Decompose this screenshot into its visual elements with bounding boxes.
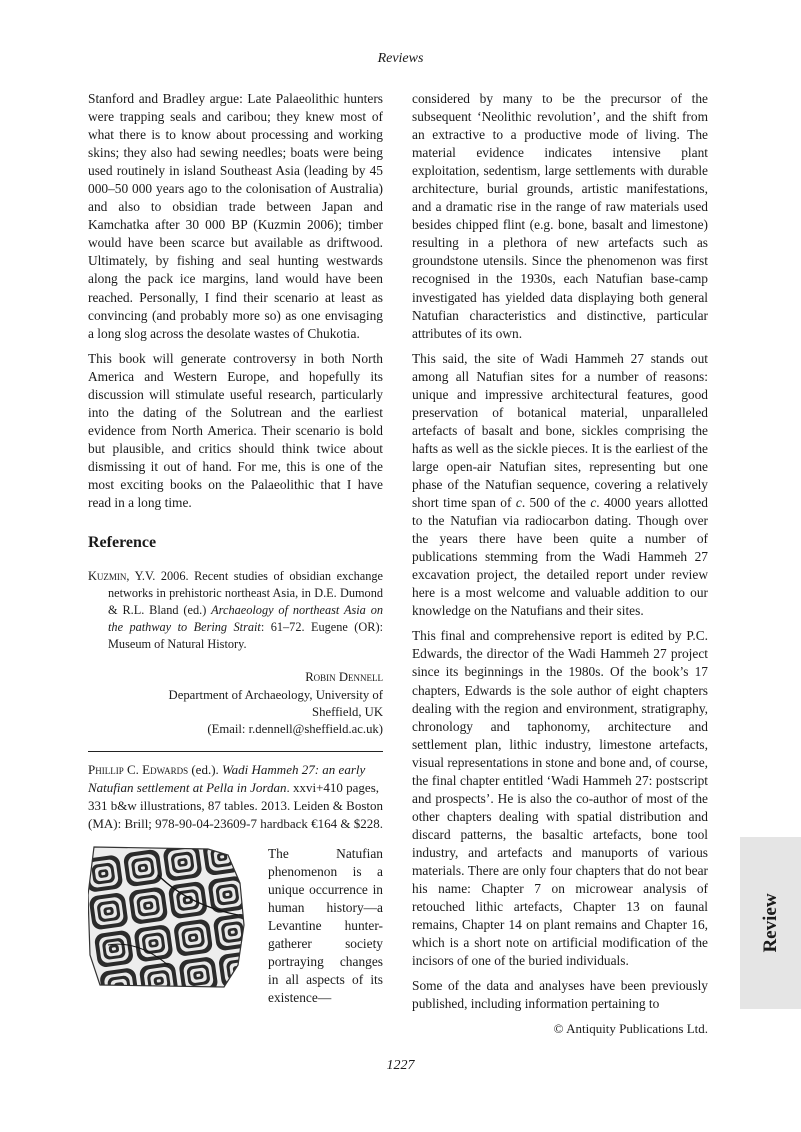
reference-text-b: : 61–72. Eugene (OR): Museum of Natural History. — [108, 620, 383, 652]
right-paragraph-2-b: . 500 of the — [521, 495, 591, 511]
right-paragraph-2-a: This said, the site of Wadi Hammeh 27 stands out among all Natufian sites for a number of reasons: unique and impressive architectural features, good preservation of botanical material, unparalleled artefacts of basalt and bone, sickles comprising the hafts as well as the sickle pieces. It is the earliest of the large open-air Natufian sites, representing but one phase of the Natufian sequence, covering a relatively short time span of — [412, 350, 708, 511]
figure-engraved-slab — [88, 845, 248, 989]
circa-2: c — [590, 495, 597, 511]
book-author: Phillip C. Edwards — [88, 761, 189, 777]
reviewer-email: (Email: r.dennell@sheffield.ac.uk) — [207, 722, 383, 737]
reviewer-name: Robin Dennell — [305, 670, 383, 685]
left-column — [88, 90, 383, 1007]
right-paragraph-2-c: . 4000 years allotted to the Natufian via radiocarbon dating. Though over the years there have been quite a number of publications stemming from the Wadi Hammeh 27 excavation project, the detailed report under review here is a most welcome and valuable addition to our knowledge on the Natufians and their sites. — [412, 495, 708, 619]
book-title: Wadi Hammeh 27: an early Natufian settlement at Pella in Jordan — [88, 761, 366, 795]
left-paragraph-2: This book will generate controversy in both North America and Western Europe, and hopefully its discussion will stimulate useful research, particularly into the dating of the Solutrean and the earliest evidence from North America. Their scenario is bold but plausible, and critics should think twice about dismissing it out of hand. For me, this is one of the most exciting books on the Palaeolithic that I have read in a long time. — [88, 350, 383, 511]
review-side-tab-label: Review — [759, 893, 781, 953]
circa-1: c — [515, 495, 522, 511]
copyright-notice: © Antiquity Publications Ltd. — [553, 1021, 708, 1036]
book-details: . xxvi+410 pages, 331 b&w illustrations, 87 tables. 2013. Leiden & Boston (MA): Brill; 978-90-04-23609-7 hardback €164 & $228. — [88, 779, 384, 831]
book-citation — [88, 761, 383, 833]
right-paragraph-4: Some of the data and analyses have been previously published, including information pertaining to — [412, 978, 708, 1012]
reference-author: Kuzmin — [88, 569, 127, 584]
page-number: 1227 — [386, 1058, 415, 1073]
figure-row — [88, 845, 383, 1007]
book-ed: (ed.). — [188, 761, 223, 777]
running-header: Reviews — [377, 51, 424, 66]
right-column — [412, 90, 708, 1020]
right-paragraph-2 — [412, 350, 708, 621]
left-paragraph-1: Stanford and Bradley argue: Late Palaeolithic hunters were trapping seals and caribou; they knew most of what there is to know about processing and working skins; they also had sewing needles; boats were being used routinely in island Southeast Asia (leading by 45 000–50 000 years ago to the colonisation of Australia) and also to obsidian trade between Japan and Kamchatka after 30 000 BP (Kuzmin 2006); timber would have been scarce but available as driftwood. Ultimately, by fishing and seal hunting westwards along the pack ice margins, land would have been reached. Personally, I find their scenario at least as convincing (and probably more so) as one envisaging a long slog across the desolate wastes of Chukotia. — [88, 91, 383, 341]
reviewer-affiliation-2: Sheffield, UK — [312, 704, 383, 719]
section-divider — [88, 751, 383, 752]
reference-entry — [88, 568, 383, 653]
reviewer-signature — [88, 669, 383, 739]
reviewer-affiliation-1: Department of Archaeology, University of — [168, 687, 383, 702]
figure-side-text: The Natufian phenomenon is a unique occurrence in human history—a Levantine hunter-gatherer society portraying changes in all aspects of its existence— — [268, 845, 383, 1006]
reference-title: Archaeology of northeast Asia on the pathway to Bering Strait — [108, 603, 383, 635]
reference-text-a: , Y.V. 2006. Recent studies of obsidian exchange networks in prehistoric northeast Asia, in D.E. Dumond & R.L. Bland (ed.) — [108, 569, 383, 618]
review-side-tab — [740, 837, 801, 1009]
right-paragraph-1: considered by many to be the precursor of the subsequent ‘Neolithic revolution’, and the shift from an extractive to a productive mode of living. The material evidence indicates intensive plant exploitation, sedentism, large settlements with durable architecture, burial grounds, artistic manifestations, and a dramatic rise in the range of raw materials used besides chipped flint (e.g. bone, basalt and limestone) resulting in a plethora of new artefacts such as groundstone utensils. Since the phenomenon was first recognised in the 1930s, each Natufian base-camp investigated has yielded data displaying both general Natufian characteristics and distinctive, particular attributes of its own. — [412, 91, 708, 341]
reference-heading: Reference — [88, 534, 157, 552]
right-paragraph-3: This final and comprehensive report is edited by P.C. Edwards, the director of the Wadi Hammeh 27 project since its beginnings in the 1980s. Of the book’s 17 chapters, Edwards is the sole author of eight chapters dealing with the region and environment, stratigraphy, chronology and taphonomy, architecture and settlement plan, lithic industry, limestone artefacts, visual representations in stone and bone and, of course, the final chapter entitled ‘Wadi Hammeh 27: postscript and prospects’. He is also the co-author of most of the other chapters dealing with spatial distribution and discard patterns, the basaltic artefacts, bone tool industry, and artefacts and manuports of various materials. There are only four chapters that do not bear his name: Chapter 7 on microwear analysis of retouched lithic artefacts, Chapter 13 on faunal remains, Chapter 14 on plant remains and Chapter 16, which is a short note on artificial modification of the incisors of one of the buried individuals. — [412, 628, 708, 969]
